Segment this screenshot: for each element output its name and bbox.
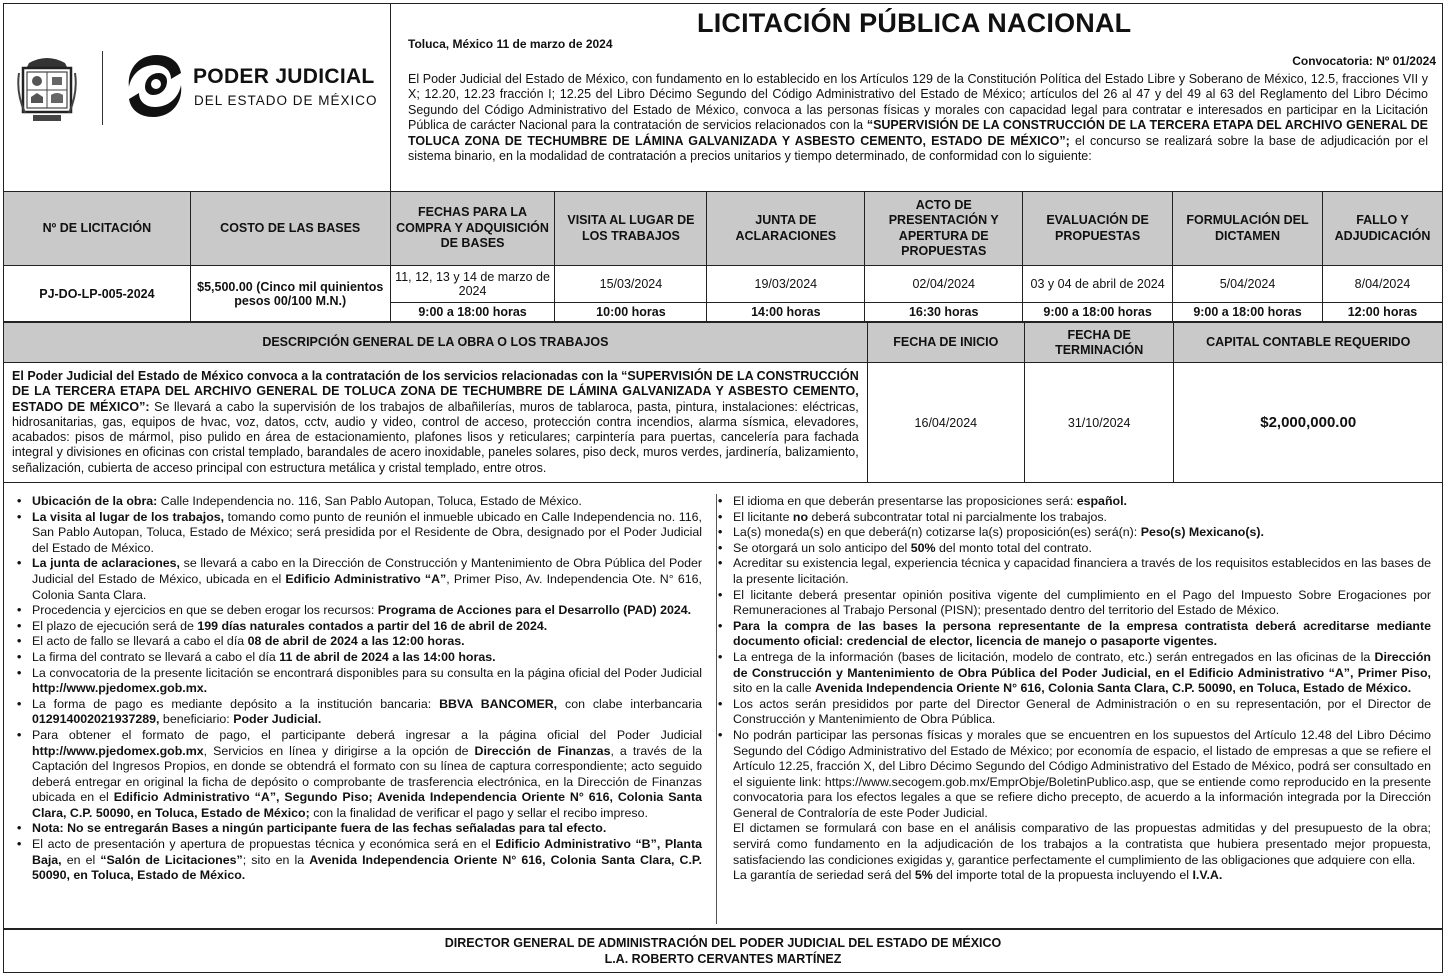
bold-text: http://www.pjedomex.gob.mx [32, 743, 204, 758]
text-run: La firma del contrato se llevará a cabo el día [32, 649, 280, 664]
text-run: con clabe interbancaria [557, 696, 703, 711]
bases-cost: $5,500.00 (Cinco mil quinientos pesos 00/100 M.N.) [190, 266, 390, 322]
bold-text: Edificio Administrativo “A”, Segundo Piso; Avenida Independencia Oriente N° 616, Colonia Santa Clara, C.P. 50090, en Toluca, Estado de México; [32, 790, 702, 820]
column-header: JUNTA DE ACLARACIONES [707, 192, 865, 266]
text-run: en el [61, 852, 101, 867]
right-bullet-list [733, 494, 1431, 821]
bold-text: no [792, 509, 809, 524]
list-item [32, 650, 702, 666]
table-cell: 02/04/2024 [865, 266, 1023, 303]
text-run: La entrega de la información (bases de licitación, modelo de contrato, etc.) serán entregados en las oficinas de la [733, 649, 1375, 664]
column-header: DESCRIPCIÓN GENERAL DE LA OBRA O LOS TRABAJOS [4, 323, 868, 363]
intro-paragraph [408, 72, 1428, 164]
convocatoria-number: Convocatoria: Nº 01/2024 [1292, 54, 1436, 68]
schedule-header-row [4, 192, 1443, 266]
text-run: El dictamen se formulará con base en el análisis comparativo de las propuestas admitidas y del presupuesto de la obra; servirá como fundamento en la adjudicación de los trabajos a la contratista que hubiera presentado mejor propuesta, satisfaciendo las condiciones exigidas y, garantice perfectamente el cumplimiento de las obligaciones que adquiere con ella. [733, 821, 1431, 867]
text-run: , Servicios en línea y dirigirse a la opción de [203, 743, 475, 758]
bold-text: BBVA BANCOMER, [439, 696, 558, 711]
text-run: No podrán participar las personas físicas y morales que se encuentren en los supuestos del Artículo 12.48 del Libro Décimo Segundo del Código Administrativo del Estado de México; por economía de espacio, el listado de empresas a que se refiere el Artículo 12.25, fracción X, del Libro Décimo Segundo del Código Administrativo del Estado de México, podrá ser consultado en el siguiente link: https://www.secogem.gob.mx/EmprObje/BoletinPublico.asp, que se entiende como reproducido en la presente convocatoria para los efectos legales a que se refiere dicho precepto, de acuerdo a la información integrada por la Dirección General de Contraloría de este Poder Judicial. [733, 727, 1431, 820]
bold-text: Para la compra de las bases la persona representante de la empresa contratista deberá acreditarse mediante documento oficial: credencial de elector, licencia de manejo o pasaporte vigentes. [733, 618, 1431, 649]
required-capital: $2,000,000.00 [1174, 363, 1443, 483]
column-header: ACTO DE PRESENTACIÓN Y APERTURA DE PROPUESTAS [865, 192, 1023, 266]
intro-part: el concurso se realizará sobre la base de adjudicación por el sistema binario, en la modalidad de contratación a precios unitarios y tiempo determinado, de conformidad con lo siguiente: [408, 133, 1429, 164]
list-item [733, 619, 1431, 650]
list-item [733, 650, 1431, 697]
text-run: del importe total de la propuesta incluyendo el [932, 868, 1193, 883]
text-run: El idioma en que deberán presentarse las proposiciones será: [733, 494, 1077, 508]
work-description [4, 363, 868, 483]
column-header: FECHAS PARA LA COMPRA Y ADQUISICIÓN DE BASES [390, 192, 555, 266]
table-cell: 12:00 horas [1322, 303, 1442, 322]
page-title: LICITACIÓN PÚBLICA NACIONAL [697, 8, 1132, 38]
table-cell: 15/03/2024 [555, 266, 707, 303]
text-run: La convocatoria de la presente licitación se encontrará disponibles para su consulta en la página oficial del Poder Judicial [32, 665, 702, 680]
closing-paragraph [733, 821, 1431, 868]
list-item [32, 619, 702, 635]
list-item [733, 541, 1431, 557]
column-divider [716, 494, 717, 924]
bold-text: 5% [914, 868, 933, 883]
bold-text: I.V.A. [1192, 868, 1223, 883]
table-cell: 03 y 04 de abril de 2024 [1023, 266, 1173, 303]
column-header: EVALUACIÓN DE PROPUESTAS [1023, 192, 1173, 266]
schedule-table [3, 191, 1443, 322]
bold-text: 08 de abril de 2024 a las 12:00 horas. [247, 634, 465, 649]
closing-paragraph [733, 868, 1431, 884]
column-header: VISITA AL LUGAR DE LOS TRABAJOS [555, 192, 707, 266]
text-run: El plazo de ejecución será de [32, 618, 198, 633]
table-cell: 8/04/2024 [1322, 266, 1442, 303]
place-date: Toluca, México 11 de marzo de 2024 [408, 37, 613, 51]
text-run: se llevará a cabo en la Dirección de Construcción y Mantenimiento de Obra Pública del Poder Judicial del Estado de México, ubicada en el [32, 556, 703, 586]
bold-text: Edificio Administrativo “B”, Planta Baja, [32, 837, 703, 867]
bold-text: La junta de aclaraciones, [32, 556, 181, 571]
text-run: Los actos serán presididos por parte del Director General de Administración o en su representación, por el Director de Construcción y Mantenimiento de Obra Pública. [733, 696, 1431, 727]
institution-subtitle: DEL ESTADO DE MÉXICO [194, 93, 378, 108]
list-item [733, 510, 1431, 526]
table-cell: 19/03/2024 [707, 266, 865, 303]
end-date: 31/10/2024 [1024, 363, 1173, 483]
text-run: sito en la calle [733, 681, 815, 696]
list-item [733, 728, 1431, 822]
column-header: FECHA DE INICIO [867, 323, 1024, 363]
text-run: beneficiario: [159, 712, 234, 727]
list-item [32, 697, 702, 728]
text-run: tomando como punto de reunión el inmueble ubicado en Calle Independencia no. 116, San Pablo Autopan, Toluca, Estado de México; será presidida por el Residente de Obra, designado por el Poder Judicial del Estado de México. [32, 509, 702, 555]
signatory-name: L.A. ROBERTO CERVANTES MARTÍNEZ [604, 952, 842, 966]
institution-name: PODER JUDICIAL [193, 65, 375, 88]
logo-divider [102, 51, 103, 125]
column-header: COSTO DE LAS BASES [190, 192, 390, 266]
list-item [32, 603, 702, 619]
bold-text: http://www.pjedomex.gob.mx. [32, 681, 208, 696]
bold-text: 50% [910, 540, 936, 555]
schedule-date-row [4, 266, 1443, 303]
list-item [733, 494, 1431, 510]
text-run: La forma de pago es mediante depósito a la institución bancaria: [32, 696, 440, 711]
column-header: FORMULACIÓN DEL DICTAMEN [1173, 192, 1323, 266]
text-run: La(s) moneda(s) en que deberá(n) cotizarse la(s) proposición(es) será(n): [733, 525, 1141, 540]
text-run: Acreditar su existencia legal, experiencia técnica y capacidad financiera a través de los requisitos establecidos en las bases de la presente licitación. [733, 556, 1431, 586]
work-description-bold: El Poder Judicial del Estado de México convoca a la contratación de los servicios relacionadas con la “SUPERVISIÓN DE LA CONSTRUCCIÓN DE LA TERCERA ETAPA DEL ARCHIVO GENERAL DE TOLUCA ZONA DE TECHUMBRE DE LÁMINA GALVANIZADA Y ASBESTO CEMENTO, ESTADO DE MÉXICO”: [12, 368, 859, 414]
intro-part-bold: “SUPERVISIÓN DE LA CONSTRUCCIÓN DE LA TERCERA ETAPA DEL ARCHIVO GENERAL DE TOLUCA ZONA DE TECHUMBRE DE LÁMINA GALVANIZADA Y ASBESTO CEMENTO, ESTADO DE MÉXICO”; [408, 118, 1428, 148]
text-run: El acto de fallo se llevará a cabo el día [32, 634, 248, 649]
licitacion-number: PJ-DO-LP-005-2024 [4, 266, 191, 322]
list-item [32, 494, 702, 510]
table-cell: 11, 12, 13 y 14 de marzo de 2024 [390, 266, 555, 303]
bold-text: Ubicación de la obra: [32, 494, 158, 508]
text-run: Calle Independencia no. 116, San Pablo Autopan, Toluca, Estado de México. [157, 494, 582, 508]
poder-judicial-mark-icon [123, 51, 187, 121]
text-run: El licitante deberá presentar opinión positiva vigente del cumplimiento en el Pago del Impuesto Sobre Erogaciones por Remuneraciones al Trabajo Personal (PISN); presentado dentro del territorio del Estado de México. [733, 587, 1431, 618]
bold-text: 11 de abril de 2024 a las 14:00 horas. [279, 649, 496, 664]
work-table [3, 322, 1443, 483]
footer-divider [3, 928, 1443, 930]
work-description-text: Se llevará a cabo la supervisión de los trabajos de albañilerías, muros de tablaroca, pasta, pintura, instalaciones: eléctricas, hidrosanitarias, gas, equipos de hvac, voz, datos, cctv, audio y video, control de acceso, protección contra incendios, alarma sísmica, elevadores, acabados: pisos de mármol, piso pulido en área de estacionamiento, plafones lisos y reticulares; carpintería para puertas, cancelería para fachada integral y divisiones en oficinas con cristal templado, barandales de acero inoxidable, paneles solares, piso deck, muros verdes, jardinería, balizamiento, señalización, cubierta de acceso principal con estructura metálica y cristal templado, entre otros. [12, 399, 859, 475]
left-column [32, 494, 702, 884]
bold-text: español. [1076, 494, 1127, 508]
text-run: La garantía de seriedad será del [733, 868, 915, 883]
column-header: CAPITAL CONTABLE REQUERIDO [1174, 323, 1443, 363]
bold-text: Dirección de Finanzas [474, 743, 611, 758]
bold-text: Nota: No se entregarán Bases a ningún participante fuera de las fechas señaladas para tal efecto. [32, 821, 607, 836]
list-item [32, 556, 702, 603]
list-item [733, 697, 1431, 728]
table-cell: 16:30 horas [865, 303, 1023, 322]
text-run: , a través de la Captación del Ingresos Propios, en donde se obtendrá el formato con su línea de captura correspondiente; acto seguido deberá entregar en original la ficha de depósito o comprobante de trasferencia electrónica, en la Dirección de Finanzas ubicada en el [32, 743, 703, 805]
list-item [32, 728, 702, 822]
text-run: Procedencia y ejercicios en que se deben erogar los recursos: [32, 603, 378, 618]
work-header-row [4, 323, 1443, 363]
list-item [32, 837, 702, 884]
text-run: del monto total del contrato. [935, 540, 1092, 555]
text-run: , Primer Piso, Av. Independencia Ote. N° 616, Colonia Santa Clara. [32, 571, 702, 602]
bold-text: La visita al lugar de los trabajos, [32, 509, 225, 524]
bold-text: Avenida Independencia Oriente N° 616, Colonia Santa Clara, C.P. 50090, en Toluca, Estado de México. [32, 852, 702, 883]
bold-text: 012914002021937289, [32, 712, 160, 727]
bold-text: Avenida Independencia Oriente N° 616, Colonia Santa Clara, C.P. 50090, en Toluca, Estado de México. [814, 681, 1412, 696]
state-seal-icon [15, 53, 79, 127]
bold-text: Peso(s) Mexicano(s). [1140, 525, 1264, 540]
intro-part: El Poder Judicial del Estado de México, con fundamento en lo establecido en los Artículos 129 de la Constitución Política del Estado Libre y Soberano de México, 12.5, fracciones VII y X; 12.20, 12.23 fracción I; 12.25 del Libro Décimo Segundo del Código Administrativo del Estado de México; artículos del 26 al 47 y del 49 al 63 del Reglamento del Libro Décimo Segundo del Código Administrativo del Estado de México, convoca a las personas físicas y morales con capacidad legal para contratar e interesados en participar en la Licitación Pública de carácter Nacional para la contratación de servicios relacionados con la [408, 72, 1428, 133]
text-run: El licitante [733, 509, 793, 524]
list-item [733, 556, 1431, 587]
text-run: ; sito en la [242, 852, 310, 867]
table-cell: 9:00 a 18:00 horas [1173, 303, 1323, 322]
list-item [733, 525, 1431, 541]
left-bullet-list [32, 494, 702, 884]
list-item [32, 634, 702, 650]
signatory-title: DIRECTOR GENERAL DE ADMINISTRACIÓN DEL PODER JUDICIAL DEL ESTADO DE MÉXICO [444, 936, 1002, 950]
closing-paragraphs [733, 821, 1431, 883]
start-date: 16/04/2024 [867, 363, 1024, 483]
list-item [32, 821, 702, 837]
bold-text: “Salón de Licitaciones” [100, 852, 243, 867]
text-run: deberá subcontratar total ni parcialmente los trabajos. [808, 509, 1107, 524]
column-header: Nº DE LICITACIÓN [4, 192, 191, 266]
table-cell: 5/04/2024 [1173, 266, 1323, 303]
bold-text: Dirección de Construcción y Mantenimiento de Obra Pública del Poder Judicial, en el Edificio Administrativo “A”, Primer Piso, [733, 649, 1431, 680]
right-column [733, 494, 1431, 884]
logo-block [3, 3, 391, 191]
table-cell: 10:00 horas [555, 303, 707, 322]
column-header: FECHA DE TERMINACIÓN [1024, 323, 1173, 363]
work-row [4, 363, 1443, 483]
bold-text: Poder Judicial. [233, 712, 322, 727]
bold-text: Programa de Acciones para el Desarrollo (PAD) 2024. [377, 603, 692, 618]
text-run: Para obtener el formato de pago, el participante deberá ingresar a la página oficial del Poder Judicial [32, 727, 702, 742]
bold-text: 199 días naturales contados a partir del 16 de abril de 2024. [197, 618, 548, 633]
table-cell: 9:00 a 18:00 horas [1023, 303, 1173, 322]
bold-text: Edificio Administrativo “A” [285, 571, 447, 586]
table-cell: 9:00 a 18:00 horas [390, 303, 555, 322]
text-run: El acto de presentación y apertura de propuestas técnica y económica será en el [32, 837, 496, 852]
list-item [32, 510, 702, 557]
text-run: con la finalidad de verificar el pago y sellar el recibo impreso. [309, 805, 648, 820]
list-item [733, 588, 1431, 619]
list-item [32, 666, 702, 697]
text-run: Se otorgará un solo anticipo del [733, 540, 911, 555]
column-header: FALLO Y ADJUDICACIÓN [1322, 192, 1442, 266]
table-cell: 14:00 horas [707, 303, 865, 322]
